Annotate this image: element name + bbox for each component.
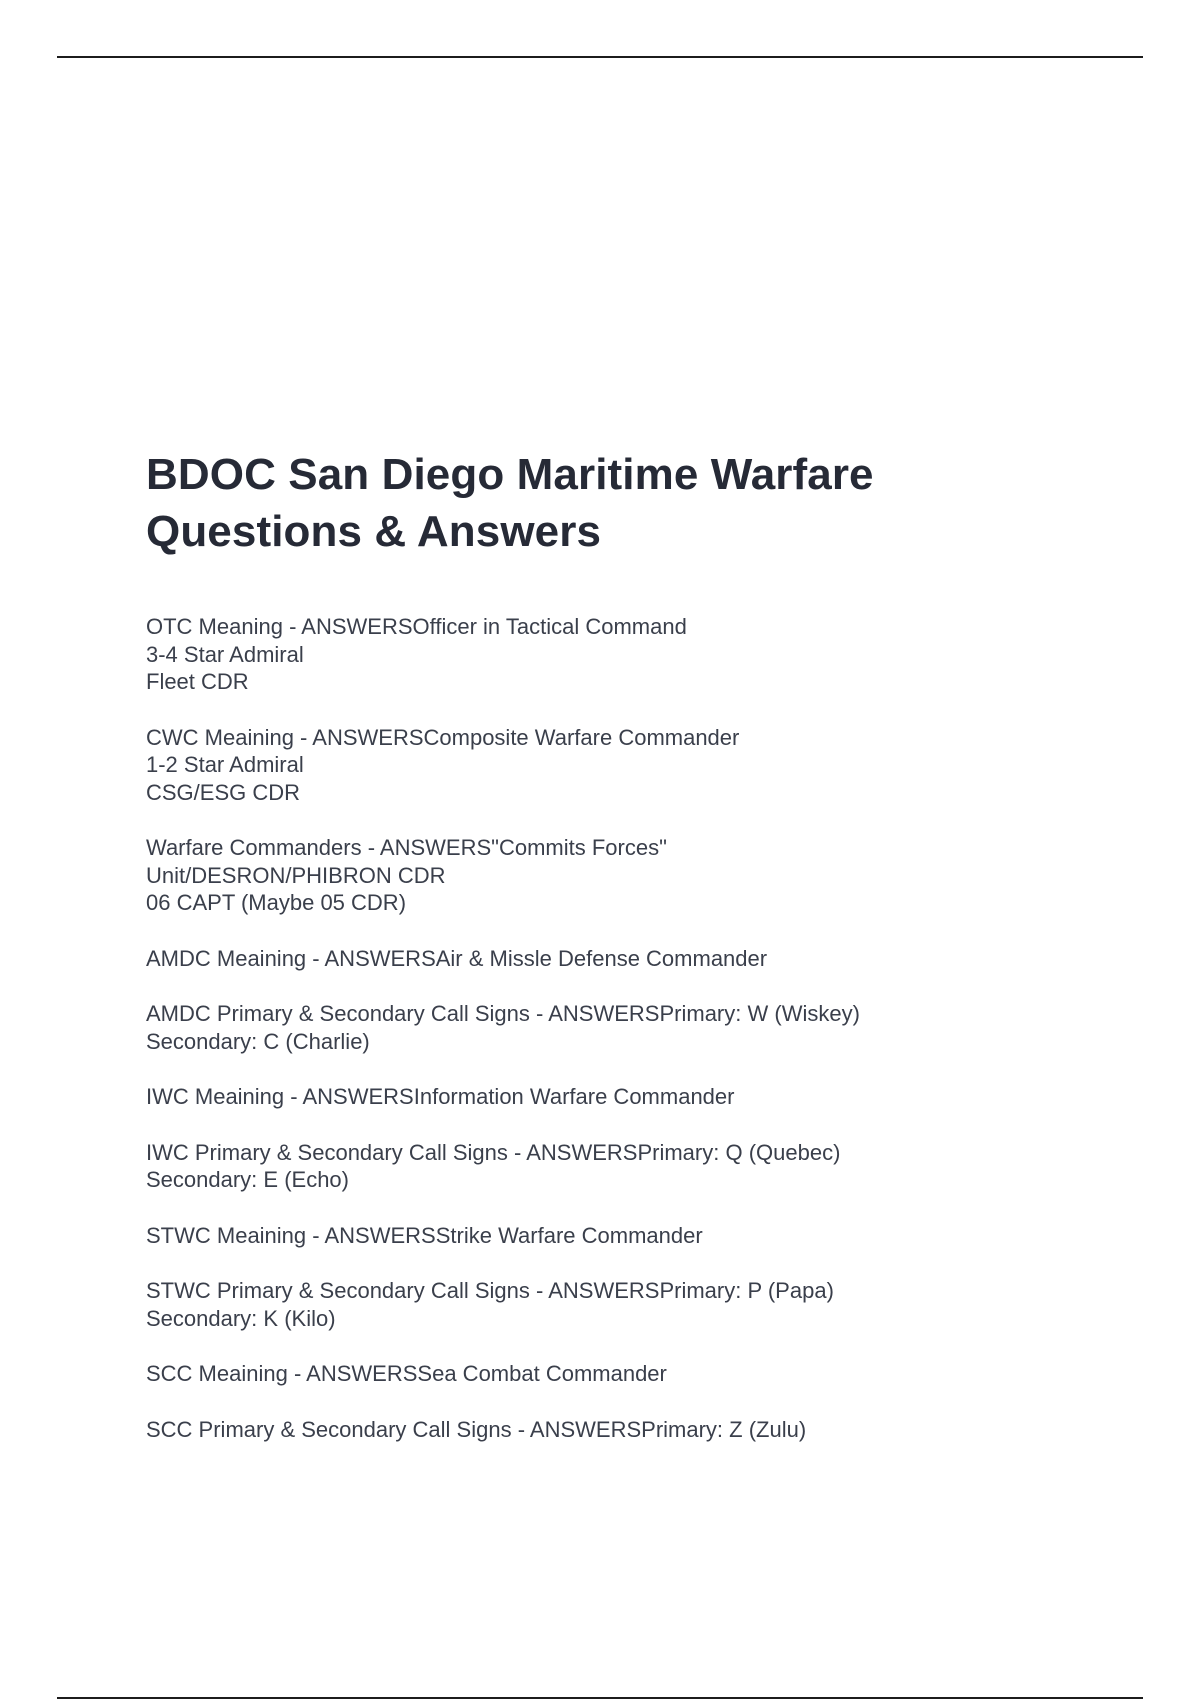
qa-entry [146, 1139, 1086, 1194]
qa-question: IWC Primary & Secondary Call Signs [146, 1139, 508, 1165]
qa-question: IWC Meaining [146, 1084, 285, 1109]
qa-answer: 06 CAPT (Maybe 05 CDR) [146, 890, 407, 915]
qa-question-line [146, 613, 1086, 641]
bottom-divider [57, 1697, 1143, 1699]
qa-answer-marker: - ANSWERS [284, 1084, 414, 1109]
qa-answer: Unit/DESRON/PHIBRON CDR [146, 862, 446, 888]
qa-entry [146, 945, 1086, 973]
qa-entry [146, 834, 1086, 917]
qa-answer: Strike Warfare Commander [435, 1222, 703, 1248]
qa-question-line [146, 1360, 1086, 1388]
qa-entry [146, 1360, 1086, 1388]
qa-answer: Secondary: K (Kilo) [146, 1305, 336, 1331]
qa-answer-marker: - ANSWERS [306, 1222, 436, 1248]
qa-answer: "Commits Forces" [491, 835, 667, 860]
qa-question: AMDC Meaining [146, 945, 307, 971]
qa-answer-line [146, 779, 1086, 807]
qa-entry [146, 1416, 1086, 1444]
qa-entry [146, 1083, 1086, 1111]
title-line-2: Questions & Answers [146, 507, 602, 556]
qa-answer: Air & Missle Defense Commander [435, 945, 768, 971]
qa-answer: 3-4 Star Admiral [146, 641, 304, 667]
qa-answer-marker: - ANSWERS [511, 1416, 642, 1442]
qa-answer-marker: - ANSWERS [529, 1001, 660, 1026]
qa-answer-marker: - ANSWERS [507, 1139, 638, 1165]
qa-answer-marker: - ANSWERS [306, 945, 436, 971]
qa-answer: CSG/ESG CDR [146, 779, 301, 805]
qa-question: SCC Meaining [146, 1361, 288, 1386]
qa-entry [146, 613, 1086, 696]
qa-answer: Primary: Q (Quebec) [637, 1139, 841, 1165]
qa-answer-line [146, 1305, 1086, 1333]
qa-answer: Primary: W (Wiskey) [659, 1001, 860, 1026]
qa-question: AMDC Primary & Secondary Call Signs [146, 1001, 530, 1026]
qa-question-line [146, 724, 1086, 752]
qa-answer-marker: - ANSWERS [529, 1278, 660, 1303]
qa-question: OTC Meaning [146, 614, 283, 639]
qa-question: STWC Primary & Secondary Call Signs [146, 1278, 530, 1303]
qa-question: STWC Meaining [146, 1222, 307, 1248]
qa-answer-line [146, 889, 1086, 917]
qa-question: SCC Primary & Secondary Call Signs [146, 1416, 512, 1442]
qa-entry [146, 724, 1086, 807]
qa-answer-line [146, 751, 1086, 779]
qa-answer: 1-2 Star Admiral [146, 752, 304, 777]
qa-answer: Primary: Z (Zulu) [641, 1416, 807, 1442]
qa-question-line [146, 1000, 1086, 1028]
qa-question-line [146, 1416, 1086, 1444]
qa-list [146, 613, 1086, 1443]
qa-entry [146, 1000, 1086, 1055]
title-line-1: BDOC San Diego Maritime Warfare [146, 450, 874, 499]
qa-question: CWC Meaining [146, 724, 294, 750]
qa-answer-marker: - ANSWERS [293, 724, 424, 750]
qa-question-line [146, 1277, 1086, 1305]
top-divider [57, 56, 1143, 58]
qa-answer: Secondary: E (Echo) [146, 1167, 349, 1192]
qa-answer: Primary: P (Papa) [659, 1278, 834, 1303]
qa-answer-marker: - ANSWERS [282, 614, 413, 639]
qa-answer: Sea Combat Commander [417, 1361, 667, 1386]
qa-question-line [146, 1139, 1086, 1167]
qa-answer-line [146, 1028, 1086, 1056]
qa-question-line [146, 1083, 1086, 1111]
qa-answer-line [146, 1166, 1086, 1194]
qa-answer: Fleet CDR [146, 669, 249, 694]
qa-answer: Officer in Tactical Command [412, 614, 687, 639]
qa-answer-line [146, 668, 1086, 696]
qa-question-line [146, 1222, 1086, 1250]
qa-answer: Secondary: C (Charlie) [146, 1028, 370, 1054]
qa-entry [146, 1277, 1086, 1332]
qa-answer-line [146, 862, 1086, 890]
qa-entry [146, 1222, 1086, 1250]
document-title [146, 446, 1086, 560]
qa-question: Warfare Commanders [146, 835, 362, 860]
document-body [146, 446, 1086, 1471]
qa-answer: Composite Warfare Commander [423, 724, 740, 750]
qa-answer-marker: - ANSWERS [287, 1361, 418, 1386]
qa-answer: Information Warfare Commander [413, 1084, 735, 1109]
qa-question-line [146, 945, 1086, 973]
qa-question-line [146, 834, 1086, 862]
qa-answer-marker: - ANSWERS [361, 835, 492, 860]
qa-answer-line [146, 641, 1086, 669]
